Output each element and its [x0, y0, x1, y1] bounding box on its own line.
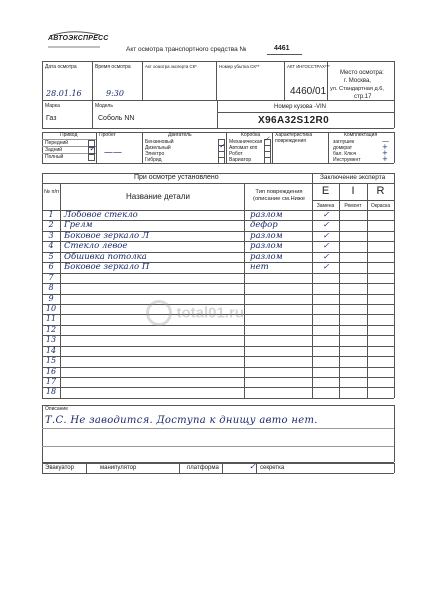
- kit-label: Комплектация: [344, 132, 378, 138]
- inspection-act-sheet: [42, 28, 394, 576]
- table-row: [42, 231, 394, 241]
- engine-option-diesel: Дизельный: [145, 145, 171, 151]
- footer-tow-truck: Эвакуатор: [45, 465, 74, 471]
- expert-act-label: Акт осмотра эксперта СК*: [145, 64, 197, 69]
- place-line-3: стр.17: [354, 94, 372, 100]
- gearbox-option-cvt: Вариатор: [229, 157, 252, 163]
- model-value: Соболь NN: [98, 115, 135, 122]
- table-row: [42, 335, 394, 345]
- claim-number-label: Номер убытка СК**: [219, 64, 260, 69]
- row-replace-mark: ✓: [322, 220, 330, 230]
- inspection-time-value: 9:30: [106, 89, 124, 98]
- gearbox-option-auto: Автомат кпп: [229, 145, 258, 151]
- table-row: [42, 367, 394, 377]
- row-replace-mark: ✓: [322, 230, 330, 240]
- row-number: 6: [48, 262, 54, 272]
- gearbox-label: Коробка: [241, 132, 261, 138]
- sub-replace: Замена: [316, 203, 335, 209]
- row-number: 7: [48, 272, 54, 282]
- ingos-act-label: АКТ ИНГОССТРАХ***: [287, 64, 330, 69]
- drive-option-front: Передний: [45, 140, 69, 146]
- make-value: Газ: [46, 115, 57, 122]
- row-number: 11: [45, 314, 57, 324]
- row-number: 9: [48, 293, 54, 303]
- act-number: 4461: [274, 45, 290, 52]
- kit-option-plugs: заглушек: [333, 139, 355, 145]
- row-number: 17: [45, 377, 57, 387]
- drive-awd-checkbox[interactable]: [88, 154, 95, 161]
- row-replace-mark: ✓: [322, 251, 330, 261]
- table-row: [42, 220, 394, 230]
- part-name-header: Название детали: [126, 192, 190, 201]
- kit-jack-mark: +: [382, 143, 388, 151]
- document-title: Акт осмотра транспортного средства №: [126, 46, 247, 53]
- vin-value: X96A32S12R0: [258, 115, 330, 126]
- ingos-number-value: 4460/01: [290, 86, 327, 97]
- drive-option-rear: Задний: [45, 147, 63, 153]
- row-part-name: Обшивка потолка: [64, 251, 147, 262]
- watermark: [146, 300, 244, 326]
- kit-tools-mark: +: [382, 155, 388, 163]
- table-row: [42, 241, 394, 251]
- kit-wrench-mark: +: [382, 149, 388, 157]
- row-number: 2: [48, 220, 54, 230]
- table-row: [42, 387, 394, 397]
- footer-manipulator: манипулятор: [100, 465, 137, 471]
- place-line-1: г. Москва,: [344, 78, 371, 84]
- letter-r: R: [376, 185, 385, 197]
- gearbox-option-robot: Робот: [229, 151, 243, 157]
- make-label: Марка: [45, 103, 60, 109]
- conclusion-title: Заключение эксперта: [320, 174, 386, 181]
- notes-label: Описание: [45, 406, 69, 412]
- row-number: 1: [48, 210, 54, 219]
- date-label: Дата осмотра: [45, 64, 77, 70]
- engine-hybrid-checkbox[interactable]: [218, 157, 225, 164]
- row-part-name: Боковое зеркало Л: [64, 230, 149, 241]
- row-replace-mark: ✓: [322, 210, 330, 219]
- row-replace-mark: ✓: [322, 241, 330, 251]
- table-row: [42, 325, 394, 335]
- row-damage-type: разлом: [250, 210, 283, 220]
- row-number: 8: [48, 283, 54, 293]
- mileage-label: Пробег: [99, 132, 116, 138]
- row-number: 15: [45, 356, 57, 366]
- table-row: [42, 346, 394, 356]
- watermark-text: total01.ru: [176, 304, 244, 322]
- table-row: [42, 273, 394, 283]
- drive-rear-mark: ✓: [89, 144, 96, 153]
- inspection-date-value: 28.01.16: [46, 89, 82, 98]
- footer-secretka-mark: ✓: [249, 462, 256, 471]
- engine-label: Двигатель: [168, 132, 192, 138]
- place-label: Место осмотра:: [340, 70, 384, 76]
- row-damage-type: дефор: [250, 220, 278, 231]
- row-damage-type: разлом: [250, 251, 283, 262]
- kit-option-wrench: бал. Ключ: [333, 151, 357, 157]
- row-number: 14: [45, 345, 57, 355]
- inspection-section-title: При осмотре установлено: [134, 174, 219, 181]
- table-row: [42, 356, 394, 366]
- table-row: [42, 377, 394, 387]
- vin-label: Номер кузова -VIN: [274, 104, 326, 110]
- table-row: [42, 262, 394, 272]
- table-row: [42, 252, 394, 262]
- row-number: 3: [48, 230, 54, 240]
- row-part-name: Грелм: [64, 220, 93, 231]
- row-part-name: Лобовое стекло: [64, 210, 138, 220]
- place-line-2: ул. Стандартная д.6,: [330, 86, 384, 92]
- footer-secretka: секретка: [260, 465, 285, 471]
- table-row: [42, 210, 394, 220]
- kit-option-jack: домкрат: [333, 145, 353, 151]
- engine-option-electric: Электро: [145, 151, 165, 157]
- mileage-value: ——: [104, 148, 122, 158]
- row-part-name: Боковое зеркало П: [64, 262, 150, 273]
- gearbox-cvt-checkbox[interactable]: [264, 157, 271, 164]
- row-damage-type: нет: [250, 262, 269, 273]
- kit-option-tools: Инструмент: [333, 157, 361, 163]
- row-damage-type: разлом: [250, 241, 283, 252]
- gearbox-option-manual: Механическая: [229, 139, 263, 145]
- row-number-header: № п/п: [44, 189, 59, 195]
- sub-paint: Окраска: [370, 203, 391, 209]
- row-number: 18: [45, 387, 57, 397]
- row-damage-type: разлом: [250, 230, 283, 241]
- sub-repair: Ремонт: [344, 203, 362, 209]
- watermark-circle-icon: [146, 300, 172, 326]
- footer-platform: платформа: [187, 465, 219, 471]
- damage-char-label: Характеристика повреждения: [275, 132, 313, 144]
- logo-text: АВТОЭКСПРЕСС: [48, 35, 109, 42]
- letter-e: E: [321, 185, 330, 197]
- row-number: 10: [45, 303, 57, 313]
- row-number: 13: [45, 335, 57, 345]
- table-row: [42, 283, 394, 293]
- time-label: Время осмотра: [95, 64, 131, 70]
- company-logo: [46, 30, 109, 48]
- row-number: 12: [45, 324, 57, 334]
- drive-label: Привод: [60, 132, 78, 138]
- engine-option-petrol: Бензиновый: [145, 139, 174, 145]
- row-number: 16: [45, 366, 57, 376]
- row-number: 4: [48, 241, 54, 251]
- engine-option-hybrid: Гибрид: [145, 157, 162, 163]
- engine-diesel-mark: ✓: [219, 142, 225, 150]
- notes-text: Т.С. Не заводится. Доступа к днищу авто нет.: [45, 415, 318, 426]
- row-replace-mark: ✓: [322, 262, 330, 272]
- row-number: 5: [48, 251, 54, 261]
- drive-option-awd: Полный: [45, 154, 64, 160]
- damage-type-header: Тип повреждения (описание см.Ниже: [253, 189, 305, 202]
- gearbox-manual-mark: ✓: [264, 135, 270, 143]
- kit-plugs-mark: —: [382, 137, 389, 145]
- model-label: Модель: [95, 103, 113, 109]
- letter-i: I: [351, 185, 355, 197]
- row-part-name: Стекло левое: [64, 241, 128, 252]
